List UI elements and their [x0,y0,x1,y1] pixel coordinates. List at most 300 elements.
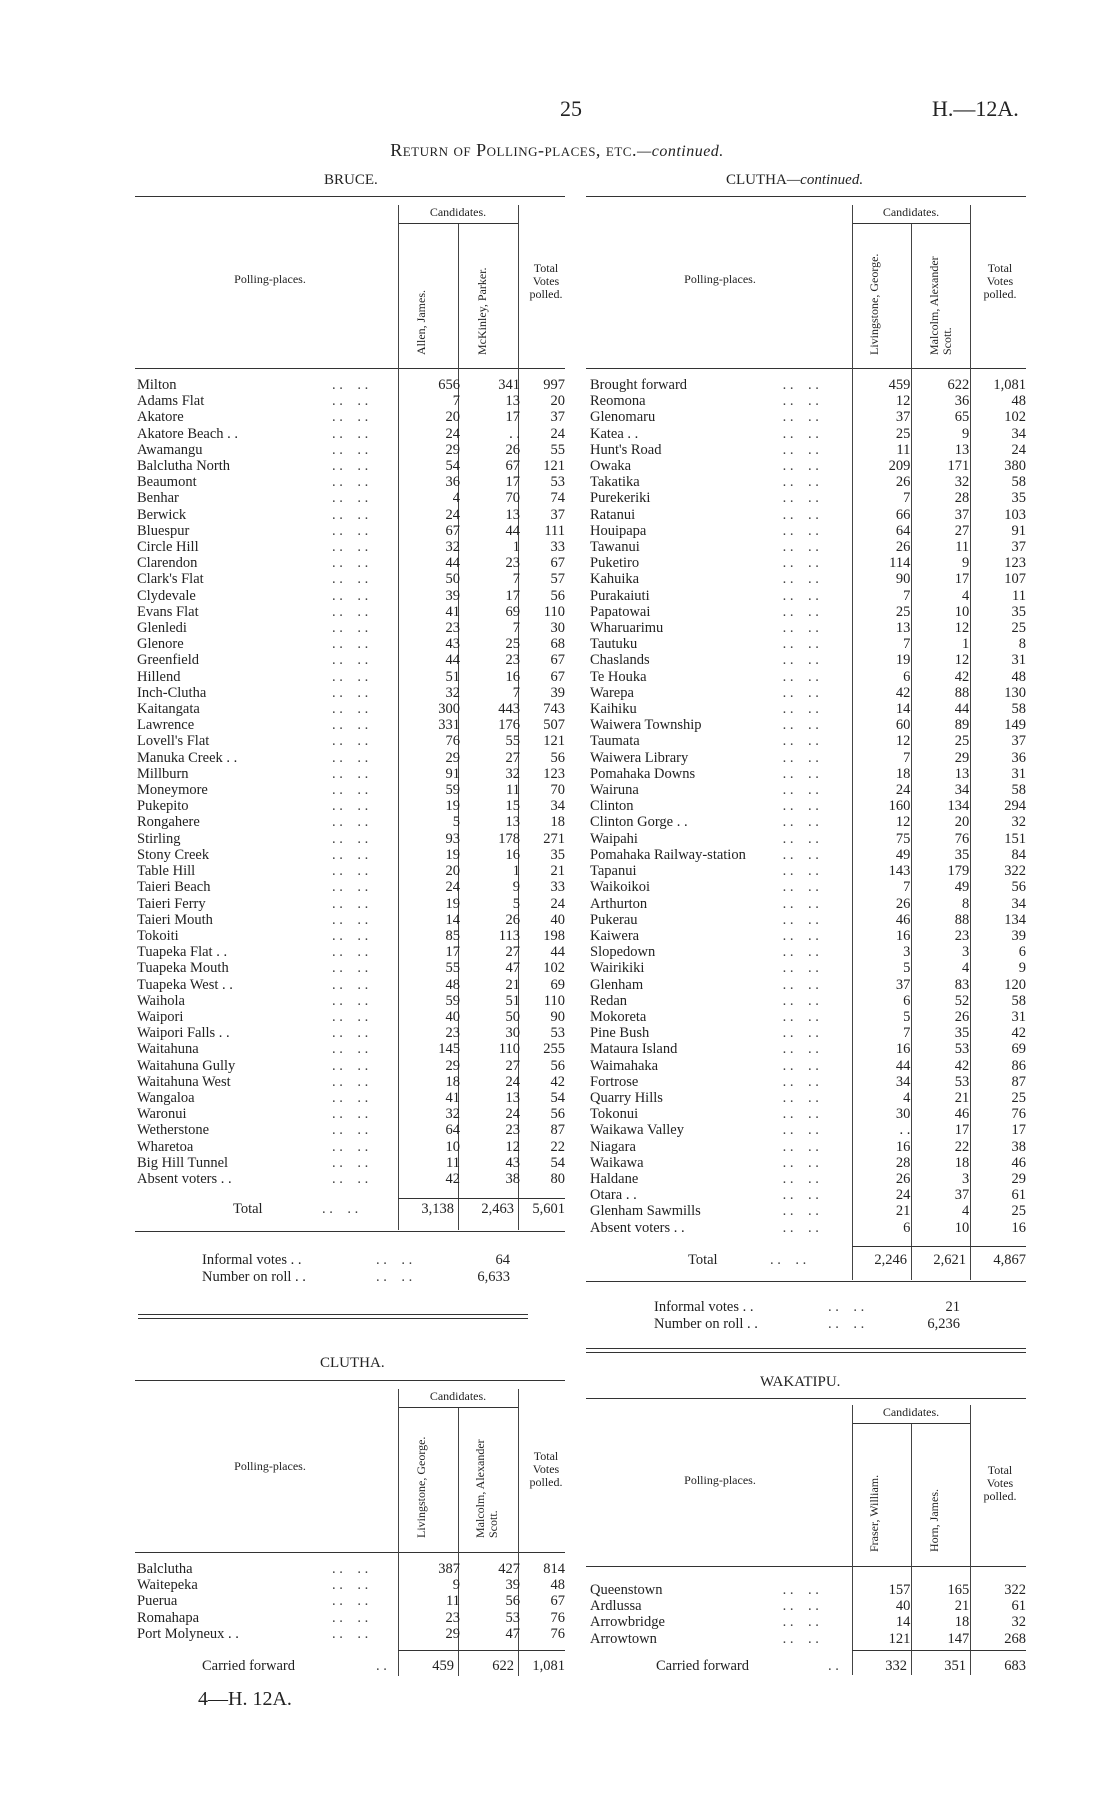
candidate-1-votes: 12 [895,733,911,750]
total-votes: 18 [550,814,565,831]
polling-place-name: Awamangu [137,441,203,458]
table-row [137,458,565,474]
table-row [137,409,565,425]
total-votes: 87 [550,1122,565,1139]
table-row [590,1074,1026,1090]
total-votes: 76 [550,1609,565,1626]
total-votes: 69 [1011,1041,1026,1058]
leader-dots: . . . . [332,1593,369,1610]
leader-dots: . . . . [332,636,369,653]
candidate-1-votes: 14 [895,701,911,718]
candidate-1-votes: 90 [895,571,911,588]
leader-dots: . . . . [332,992,369,1009]
candidate-2-votes: 443 [498,701,520,718]
leader-dots: . . . . [332,927,369,944]
bruce-candidates-header: Candidates. [429,205,487,219]
table-row [590,733,1026,749]
clutha-cont-candidate-2-header: Malcolm, Alexander Scott. [927,256,954,355]
table-row [590,1614,1026,1630]
candidate-1-votes: 36 [445,474,460,491]
polling-place-name: Stony Creek [137,846,210,863]
polling-place-name: Hillend [137,668,181,685]
clutha-polling-places-header: Polling-places. [234,1459,306,1473]
candidate-2-votes: 13 [505,814,520,831]
bruce-total-header: Total Votes polled. [529,261,563,301]
candidate-1-votes: 26 [895,539,911,556]
leader-dots: . . . . [782,701,819,718]
leader-dots: . . . . [782,620,819,637]
wakatipu-candidates-header: Candidates. [882,1405,940,1419]
candidate-2-votes: 4 [961,960,970,977]
total-votes: 121 [543,458,565,475]
polling-place-name: Otara . . [590,1187,637,1204]
polling-place-name: Absent voters . . [590,1219,685,1236]
table-row [590,831,1026,847]
candidate-1-votes: 11 [446,1154,460,1171]
total-votes: 151 [1004,830,1026,847]
candidate-2-votes: 36 [954,393,970,410]
table-row [590,685,1026,701]
table-row [137,474,565,490]
polling-place-name: Tautuku [590,636,638,653]
polling-place-name: Arrowtown [590,1630,657,1647]
leader-dots: . . . . [782,1154,819,1171]
candidate-1-votes: 51 [445,668,460,685]
table-row [137,831,565,847]
table-row [137,733,565,749]
leader-dots: . . . . [782,895,819,912]
candidate-2-votes: 32 [505,765,520,782]
table-row [137,539,565,555]
wakatipu-table [590,1582,1026,1647]
polling-place-name: Inch-Clutha [137,684,207,701]
total-votes: 30 [550,620,565,637]
candidate-2-votes: 13 [505,506,520,523]
total-votes: 121 [543,733,565,750]
total-votes: 32 [1011,814,1026,831]
clutha-candidate-1-header: Livingstone, George. [414,1436,428,1538]
candidate-1-votes: 64 [445,1122,460,1139]
candidate-1-votes: 23 [445,1025,460,1042]
candidate-2-votes: 76 [954,830,970,847]
table-row [137,863,565,879]
candidate-2-votes: 1 [512,539,520,556]
leader-dots: . . . . [332,668,369,685]
candidate-1-votes: 60 [895,717,911,734]
leader-dots: . . . . [782,863,819,880]
table-row [137,1041,565,1057]
leader-dots: . . . . [332,1561,369,1577]
polling-place-name: Waitahuna West [137,1073,231,1090]
polling-place-name: Waihola [137,992,185,1009]
total-votes: 6 [1018,944,1026,961]
clutha-cont-table [590,377,1026,1236]
polling-place-name: Glenomaru [590,409,656,426]
candidate-1-votes: 5 [903,1008,911,1025]
candidate-1-votes: 20 [445,863,460,880]
polling-place-name: Balclutha North [137,458,231,475]
candidate-2-votes: 113 [498,927,520,944]
table-row [137,1626,565,1642]
leader-dots: . . . . [782,506,819,523]
candidate-2-votes: 35 [954,846,970,863]
table-row [590,766,1026,782]
polling-place-name: Te Houka [590,668,647,685]
candidate-2-votes: 69 [505,603,520,620]
total-votes: 67 [550,555,565,572]
candidate-1-votes: 26 [895,895,911,912]
candidate-1-votes: 7 [903,879,911,896]
table-row [590,960,1026,976]
candidate-1-votes: 54 [445,458,460,475]
candidate-1-votes: . . [899,1122,911,1139]
candidate-2-votes: 176 [498,717,520,734]
total-votes: 44 [550,944,565,961]
table-row [137,1058,565,1074]
candidate-1-votes: 3 [903,944,911,961]
candidate-2-votes: 178 [498,830,520,847]
total-votes: 54 [550,1154,565,1171]
polling-place-name: Tuapeka Flat . . [137,944,228,961]
total-votes: 16 [1011,1219,1026,1236]
candidate-2-votes: 47 [505,1625,520,1642]
clutha-cont-candidate-1-header: Livingstone, George. [867,253,881,355]
candidate-1-votes: 9 [452,1577,460,1594]
leader-dots: . . . . [332,717,369,734]
total-votes: 25 [1011,620,1026,637]
table-row [137,1610,565,1626]
total-votes: 130 [1004,684,1026,701]
polling-place-name: Absent voters . . [137,1170,232,1187]
candidate-1-votes: 55 [445,960,460,977]
bruce-informal-label: Informal votes . . [202,1252,302,1268]
candidate-1-votes: 114 [889,555,911,572]
table-row [137,426,565,442]
polling-place-name: Akatore [137,409,184,426]
wakatipu-polling-places-header: Polling-places. [684,1473,756,1487]
total-votes: 31 [1011,765,1026,782]
leader-dots: . . . . [332,782,369,799]
polling-place-name: Waiwera Library [590,749,689,766]
polling-place-name: Taumata [590,733,640,750]
polling-place-name: Tuapeka Mouth [137,960,229,977]
total-votes: 149 [1004,717,1026,734]
polling-place-name: Akatore Beach . . [137,425,239,442]
table-row [590,1203,1026,1219]
candidate-2-votes: 13 [954,765,970,782]
candidate-1-votes: 29 [445,1625,460,1642]
table-row [590,847,1026,863]
candidate-2-votes: 1 [961,636,970,653]
leader-dots: . . . . [782,1582,819,1598]
leader-dots: . . . . [332,587,369,604]
total-votes: 53 [550,1025,565,1042]
leader-dots: . . . . [332,684,369,701]
candidate-2-votes: 13 [954,441,970,458]
table-row [590,1631,1026,1647]
polling-place-name: Wairikiki [590,960,645,977]
table-row [137,1025,565,1041]
total-votes: 53 [550,474,565,491]
polling-place-name: Kaihiku [590,701,637,718]
polling-place-name: Glenham Sawmills [590,1203,701,1220]
total-votes: 40 [550,911,565,928]
leader-dots: . . . . [332,846,369,863]
clutha-cont-total-header: Total Votes polled. [983,261,1017,301]
table-row [137,1171,565,1187]
candidate-1-votes: 14 [445,911,460,928]
leader-dots: . . . . [782,1041,819,1058]
leader-dots: . . . . [332,1625,369,1642]
candidate-2-votes: 89 [954,717,970,734]
return-title-main: Return of Polling-places, etc. [390,140,637,160]
candidate-1-votes: 29 [445,1057,460,1074]
polling-place-name: Puketiro [590,555,640,572]
table-row [590,539,1026,555]
candidate-2-votes: 53 [954,1073,970,1090]
leader-dots: . . . . [332,377,369,393]
wakatipu-carried-c2: 351 [944,1658,966,1674]
table-row [137,701,565,717]
leader-dots: . . . . [782,684,819,701]
table-row [590,426,1026,442]
total-votes: 46 [1011,1154,1026,1171]
leader-dots: . . . . [782,458,819,475]
leader-dots: . . . . [332,1122,369,1139]
table-row [137,960,565,976]
total-votes: 33 [550,879,565,896]
table-row [137,814,565,830]
leader-dots: . . . . [782,587,819,604]
table-row [137,1009,565,1025]
bruce-polling-places-header: Polling-places. [234,272,306,286]
candidate-1-votes: 26 [895,474,911,491]
table-row [590,409,1026,425]
candidate-1-votes: 64 [895,522,911,539]
total-votes: 67 [550,1593,565,1610]
table-row [590,652,1026,668]
total-votes: 58 [1011,474,1026,491]
candidate-2-votes: 42 [954,1057,970,1074]
bruce-total-c1: 3,138 [421,1201,454,1217]
leader-dots: . . . . [782,393,819,410]
polling-place-name: Lovell's Flat [137,733,210,750]
candidate-2-votes: 17 [505,587,520,604]
total-votes: 134 [1004,911,1026,928]
return-title-suffix: —continued. [636,143,724,160]
wakatipu-candidate-2-header: Horn, James. [927,1489,941,1552]
total-votes: 110 [543,992,565,1009]
table-row [590,458,1026,474]
total-votes: 42 [550,1073,565,1090]
candidate-2-votes: 39 [505,1577,520,1594]
leader-dots: . . . . [332,393,369,410]
candidate-1-votes: 12 [895,814,911,831]
table-row [137,1561,565,1577]
total-votes: 67 [550,668,565,685]
polling-place-name: Benhar [137,490,179,507]
candidate-1-votes: 91 [445,765,460,782]
table-row [590,604,1026,620]
polling-place-name: Puerua [137,1593,178,1610]
table-row [590,717,1026,733]
candidate-1-votes: 5 [452,814,460,831]
polling-place-name: Stirling [137,830,181,847]
total-votes: 58 [1011,782,1026,799]
wakatipu-carried-total: 683 [1004,1658,1026,1674]
leader-dots: . . . . [332,1025,369,1042]
leader-dots: . . . . [782,976,819,993]
leader-dots: . . . . [782,652,819,669]
candidate-2-votes: 29 [954,749,970,766]
leader-dots: . . . . [332,895,369,912]
candidate-2-votes: 55 [505,733,520,750]
polling-place-name: Purakaiuti [590,587,650,604]
total-votes: 36 [1011,749,1026,766]
polling-place-name: Queenstown [590,1582,663,1598]
candidate-1-votes: 46 [895,911,911,928]
polling-place-name: Clinton [590,798,634,815]
candidate-1-votes: 30 [895,1106,911,1123]
candidate-2-votes: 50 [505,1008,520,1025]
candidate-2-votes: 11 [955,539,970,556]
total-votes: 294 [1004,798,1026,815]
table-row [137,1106,565,1122]
table-row [590,1155,1026,1171]
bruce-table [137,377,565,1187]
leader-dots: . . . . [332,1041,369,1058]
clutha-cont-title-suffix: —continued. [786,172,864,188]
total-votes: 80 [550,1170,565,1187]
polling-place-name: Houipapa [590,522,647,539]
polling-place-name: Haldane [590,1170,639,1187]
table-row [137,977,565,993]
candidate-2-votes: 27 [954,522,970,539]
leader-dots: . . . . [332,830,369,847]
table-row [590,1187,1026,1203]
polling-place-name: Waipori [137,1008,184,1025]
candidate-1-votes: 7 [903,636,911,653]
total-votes: 814 [543,1561,565,1577]
leader-dots: . . . . [332,1008,369,1025]
wakatipu-total-header: Total Votes polled. [983,1463,1017,1503]
bruce-total-total: 5,601 [532,1201,565,1217]
candidate-1-votes: 50 [445,571,460,588]
polling-place-name: Waipori Falls . . [137,1025,230,1042]
table-row [590,928,1026,944]
leader-dots: . . . . [332,1609,369,1626]
polling-place-name: Evans Flat [137,603,199,620]
polling-place-name: Adams Flat [137,393,205,410]
table-row [590,571,1026,587]
leader-dots: . . . . [332,441,369,458]
polling-place-name: Reomona [590,393,646,410]
clutha-cont-roll-value: 6,236 [927,1316,960,1332]
wakatipu-carried-label: Carried forward [656,1658,749,1674]
polling-place-name: Tokonui [590,1106,639,1123]
table-row [590,701,1026,717]
candidate-2-votes: 88 [954,911,970,928]
table-row [590,1139,1026,1155]
bruce-roll-value: 6,633 [477,1269,510,1285]
clutha-cont-title-name: CLUTHA [726,172,787,188]
candidate-1-votes: 37 [895,976,911,993]
polling-place-name: Waitahuna Gully [137,1057,236,1074]
total-votes: 997 [543,377,565,393]
table-row [590,782,1026,798]
total-votes: 102 [1004,409,1026,426]
candidate-1-votes: 40 [445,1008,460,1025]
candidate-2-votes: 32 [954,474,970,491]
candidate-2-votes: 9 [961,425,970,442]
clutha-cont-polling-places-header: Polling-places. [684,272,756,286]
leader-dots: . . . . [782,1025,819,1042]
leader-dots: . . . . [332,1073,369,1090]
total-votes: 24 [550,895,565,912]
leader-dots: . . . . [782,1219,819,1236]
table-row [137,1090,565,1106]
candidate-1-votes: 44 [445,652,460,669]
bruce-title: BRUCE. [324,172,378,188]
leader-dots: . . . . [782,960,819,977]
polling-place-name: Lawrence [137,717,195,734]
candidate-2-votes: 5 [512,895,520,912]
leader-dots: . . . . [782,1170,819,1187]
table-row [137,604,565,620]
leader-dots: . . . . [332,490,369,507]
candidate-1-votes: 14 [895,1614,911,1631]
table-row [590,523,1026,539]
leader-dots: . . . . [782,522,819,539]
leader-dots: . . . . [332,798,369,815]
leader-dots: . . . . [782,377,819,393]
table-row [590,879,1026,895]
total-votes: 110 [543,603,565,620]
candidate-2-votes: 165 [947,1582,970,1598]
candidate-1-votes: 75 [895,830,911,847]
total-votes: 35 [1011,490,1026,507]
clutha-title: CLUTHA. [320,1355,385,1371]
polling-place-name: Kahuika [590,571,640,588]
leader-dots: . . . . [782,490,819,507]
total-votes: 1,081 [993,377,1026,393]
clutha-carried-c2: 622 [492,1658,514,1674]
candidate-2-votes: 8 [961,895,970,912]
leader-dots: . . . . [782,1008,819,1025]
polling-place-name: Romahapa [137,1609,200,1626]
candidate-1-votes: 24 [445,425,460,442]
candidate-2-votes: 26 [505,911,520,928]
candidate-2-votes: 34 [954,782,970,799]
leader-dots: . . . . [782,1057,819,1074]
clutha-total-header: Total Votes polled. [529,1449,563,1489]
table-row [137,652,565,668]
leader-dots: . . . . [332,425,369,442]
polling-place-name: Hunt's Road [590,441,662,458]
polling-place-name: Waikoikoi [590,879,651,896]
candidate-2-votes: 147 [947,1630,970,1647]
candidate-2-votes: 37 [954,1187,970,1204]
candidate-1-votes: 41 [445,1089,460,1106]
total-votes: 322 [1004,1582,1026,1598]
wakatipu-candidate-1-header: Fraser, William. [867,1474,881,1552]
polling-place-name: Clarendon [137,555,198,572]
candidate-1-votes: 18 [895,765,911,782]
table-row [137,944,565,960]
total-votes: 69 [550,976,565,993]
leader-dots: . . . . [782,1106,819,1123]
table-row [137,928,565,944]
